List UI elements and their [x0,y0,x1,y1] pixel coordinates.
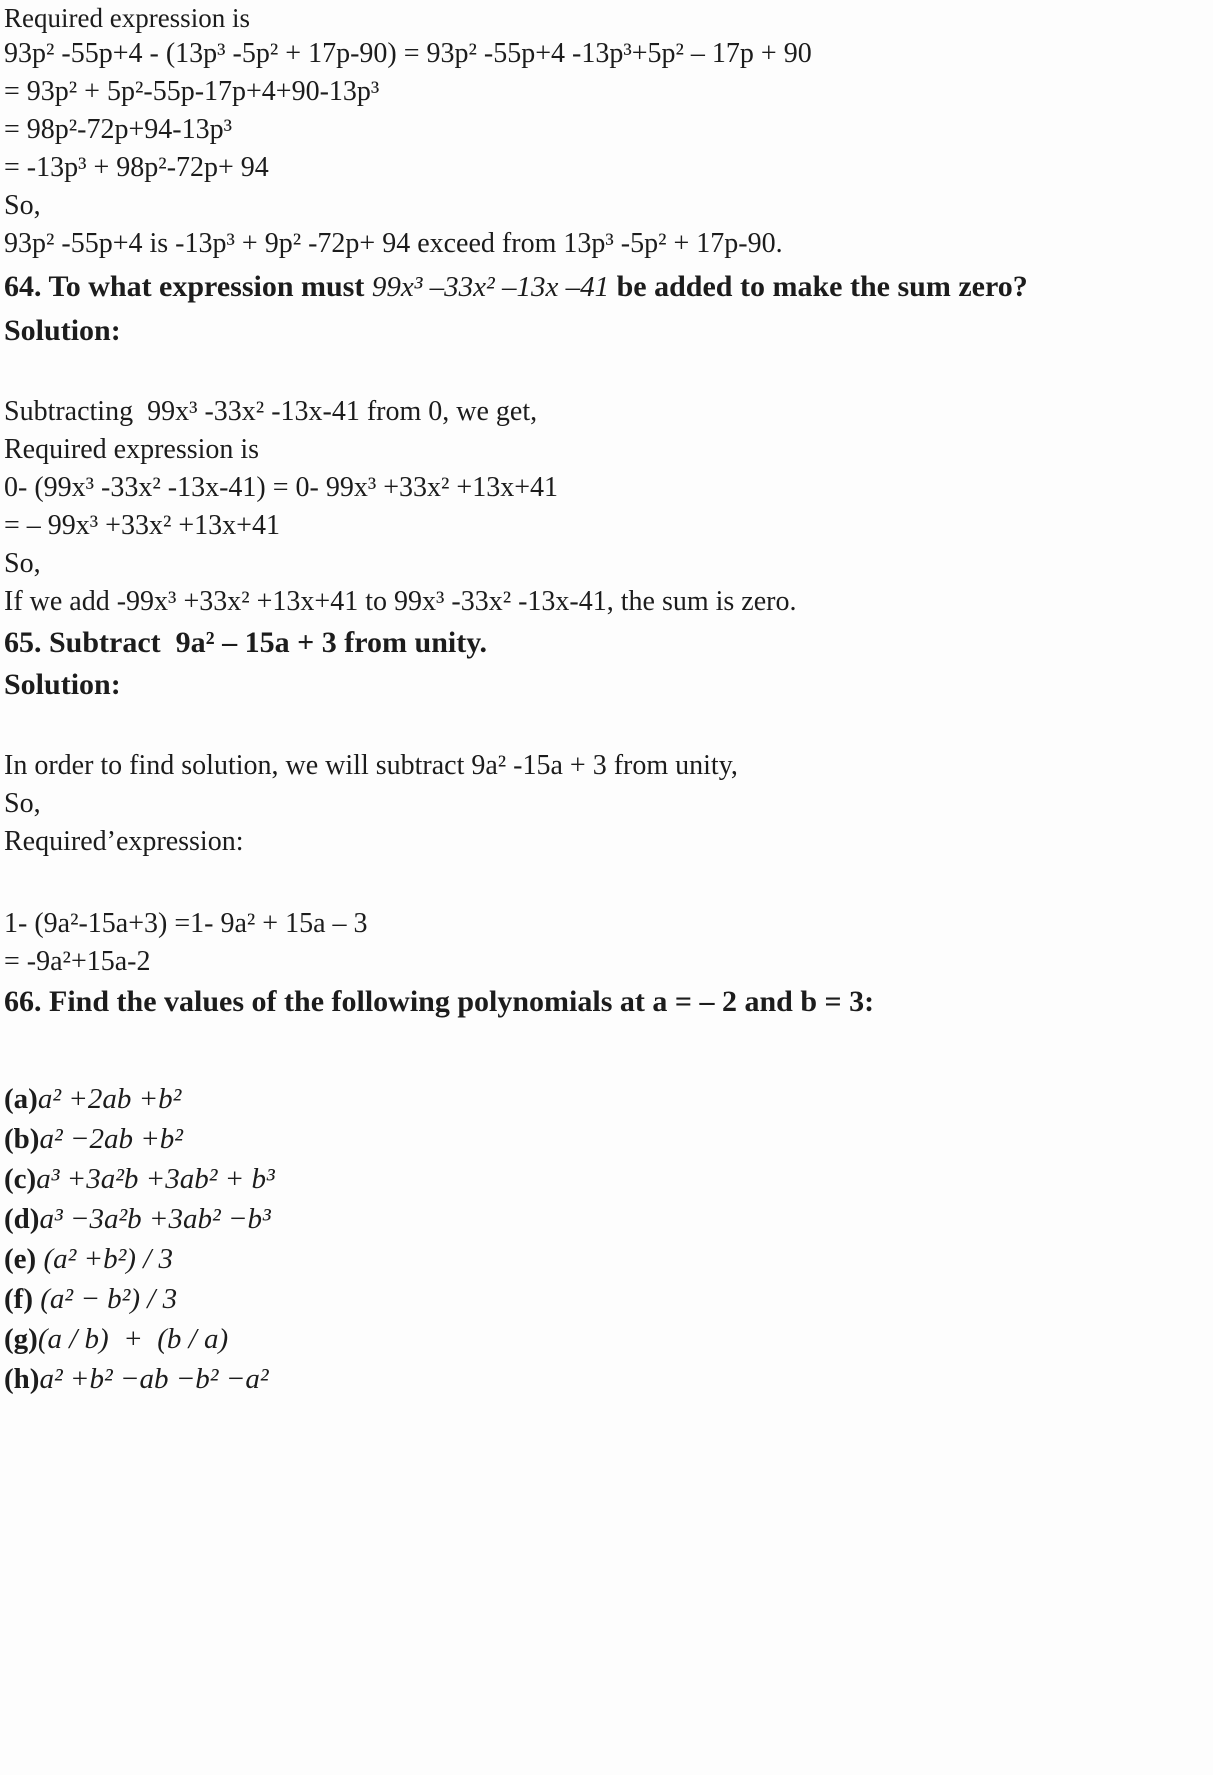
question-66-heading: 66. Find the values of the following polynomials at a = – 2 and b = 3: [4,985,875,1018]
list-item [4,1279,1177,1319]
equation-step: = -9a²+15a-2 [4,946,151,977]
equation-step: = – 99x³ +33x² +13x+41 [4,510,280,541]
item-label: (a) [4,1083,38,1115]
solution-65-body [4,747,1177,861]
item-expression: (a / b) + (b / a) [37,1323,229,1355]
item-label: (d) [4,1203,40,1235]
item-expression: a² +2ab +b² [37,1083,182,1115]
so-label: So, [4,548,41,579]
equation-step: = 93p² + 5p²-55p-17p+4+90-13p³ [4,76,380,107]
required-expression-label: Required’expression: [4,826,244,857]
question-64-heading [4,263,1104,311]
item-expression: a² −2ab +b² [39,1123,183,1155]
item-expression: (a² − b²) / 3 [40,1283,178,1315]
list-item [4,1319,1177,1359]
equation-line: 0- (99x³ -33x² -13x-41) = 0- 99x³ +33x² +13x+41 [4,472,559,503]
item-expression: a² +b² −ab −b² −a² [39,1363,269,1395]
equation-line: 1- (9a²-15a+3) =1- 9a² + 15a – 3 [4,908,368,939]
equation-step: = 98p²-72p+94-13p³ [4,114,233,145]
polynomial-list [4,1079,1177,1399]
list-item [4,1199,1177,1239]
item-label: (h) [4,1363,40,1395]
question-66 [4,981,1177,1399]
question-65 [4,621,1177,981]
list-item [4,1359,1177,1399]
item-label: (b) [4,1123,40,1155]
question-64-heading-prefix: 64. To what expression must [4,270,372,303]
equation-step: = -13p³ + 98p²-72p+ 94 [4,152,269,183]
previous-solution-tail [4,2,1177,263]
list-item [4,1159,1177,1199]
item-expression: (a² +b²) / 3 [43,1243,174,1275]
so-label: So, [4,788,41,819]
list-item [4,1079,1177,1119]
solution-65-equations [4,905,1177,981]
list-item [4,1239,1177,1279]
so-label: So, [4,190,41,221]
conclusion-line: 93p² -55p+4 is -13p³ + 9p² -72p+ 94 exceed from 13p³ -5p² + 17p-90. [4,228,783,259]
question-64-heading-suffix: be added to make the sum zero? [609,270,1028,303]
conclusion-line: If we add -99x³ +33x² +13x+41 to 99x³ -33x² -13x-41, the sum is zero. [4,586,797,617]
solution-heading: Solution: [4,668,121,701]
question-64-heading-math: 99x³ –33x² –13x –41 [371,271,610,303]
question-65-heading: 65. Subtract 9a² – 15a + 3 from unity. [4,626,488,659]
solution-64-body [4,393,1177,621]
list-item [4,1119,1177,1159]
item-label: (g) [4,1323,38,1355]
text-line: In order to find solution, we will subtract 9a² -15a + 3 from unity, [4,750,738,781]
item-label: (c) [4,1163,37,1195]
item-label: (f) [4,1283,33,1315]
solution-heading: Solution: [4,314,121,347]
text-line: Subtracting 99x³ -33x² -13x-41 from 0, we get, [4,396,538,427]
item-expression: a³ +3a²b +3ab² + b³ [36,1163,275,1195]
required-expression-label: Required expression is [4,434,260,465]
item-expression: a³ −3a²b +3ab² −b³ [39,1203,271,1235]
item-label: (e) [4,1243,37,1275]
question-64 [4,263,1177,621]
equation-line: 93p² -55p+4 - (13p³ -5p² + 17p-90) = 93p² -55p+4 -13p³+5p² – 17p + 90 [4,38,812,69]
required-expression-label: Required expression is [4,3,250,33]
